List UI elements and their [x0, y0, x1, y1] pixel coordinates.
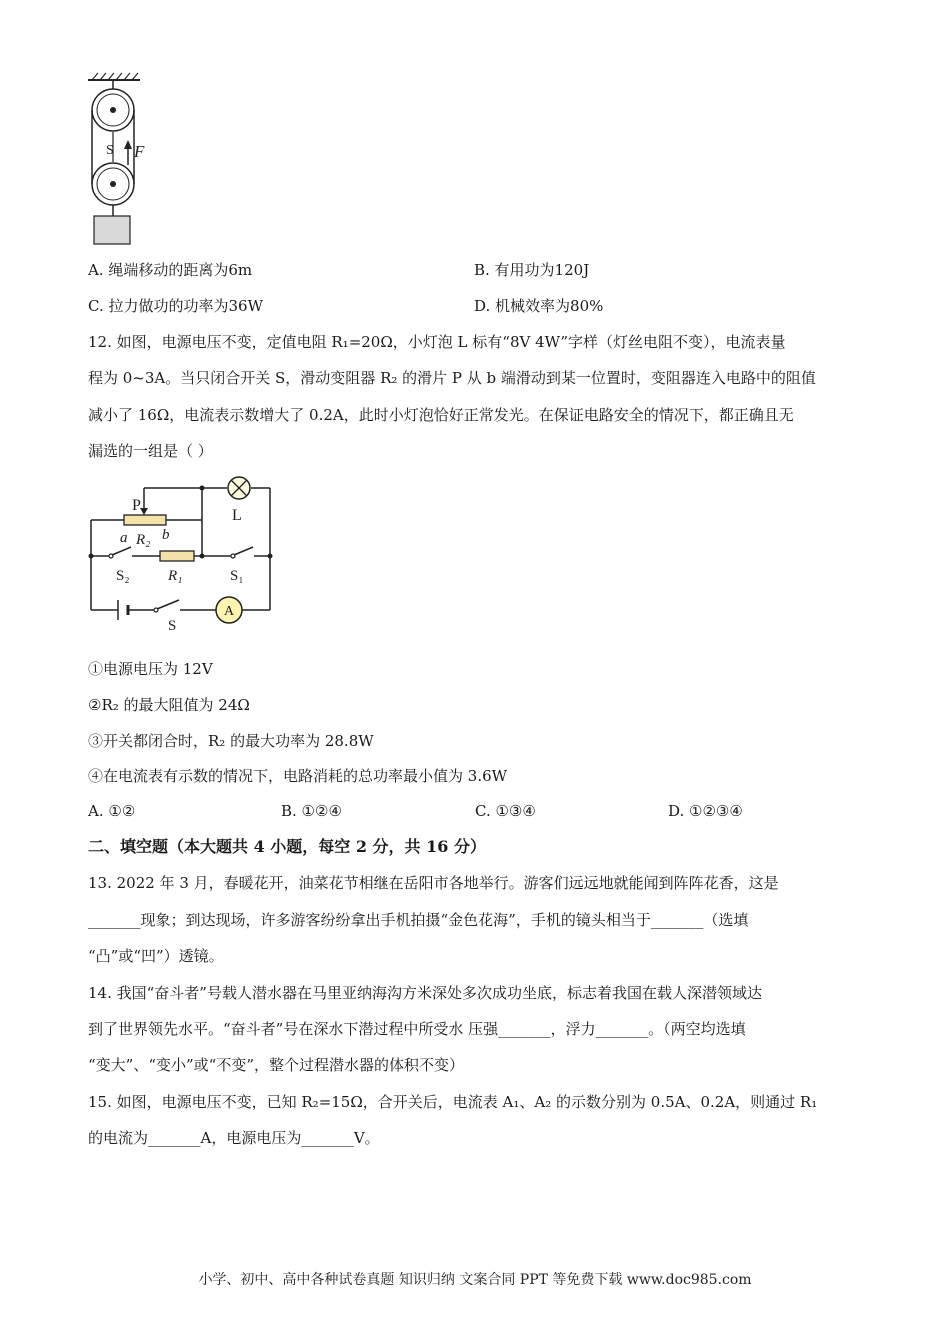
r1-label: R₁: [168, 568, 183, 584]
q12-statement-3: ③开关都闭合时，R₂ 的最大功率为 28.8W: [88, 732, 374, 750]
q15-line-2: 的电流为_______A，电源电压为_______V。: [88, 1129, 380, 1147]
switch-s-label: S: [168, 618, 177, 634]
q11-option-b: B. 有用功为120J: [474, 261, 590, 279]
q12-line-1: 12. 如图，电源电压不变，定值电阻 R₁=20Ω，小灯泡 L 标有“8V 4W”字样（灯丝电阻不变），电流表量: [88, 333, 786, 351]
q12-option-c: C. ①③④: [475, 802, 536, 820]
q12-line-4: 漏选的一组是（ ）: [88, 442, 213, 460]
q12-line-3: 减小了 16Ω，电流表示数增大了 0.2A，此时小灯泡恰好正常发光。在保证电路安全的情况下，都正确且无: [88, 406, 794, 424]
q14-line-1: 14. 我国“奋斗者”号载人潜水器在马里亚纳海沟方米深处多次成功坐底，标志着我国在载人深潜领域达: [88, 984, 762, 1002]
switch-s2-label: S₂: [116, 568, 130, 584]
r2-end-b-label: b: [162, 527, 170, 543]
r2-label: R₂: [136, 532, 151, 548]
circuit-diagram: [84, 472, 284, 637]
q13-line-1: 13. 2022 年 3 月，春暖花开，油菜花节相继在岳阳市各地举行。游客们远远地就能闻到阵阵花香，这是: [88, 874, 779, 892]
section-heading: 二、填空题（本大题共 4 小题，每空 2 分，共 16 分）: [88, 837, 486, 856]
q12-option-b: B. ①②④: [281, 802, 342, 820]
q11-option-d: D. 机械效率为80%: [474, 297, 604, 315]
slider-label: P: [132, 497, 141, 514]
switch-s1-label: S₁: [230, 568, 244, 584]
q11-option-c: C. 拉力做功的功率为36W: [88, 297, 263, 315]
pulley-hook-label: S: [106, 143, 114, 158]
q12-statement-2: ②R₂ 的最大阻值为 24Ω: [88, 696, 250, 714]
q14-line-3: “变大”、“变小”或“不变”，整个过程潜水器的体积不变）: [88, 1056, 465, 1074]
q12-statement-4: ④在电流表有示数的情况下，电路消耗的总功率最小值为 3.6W: [88, 767, 508, 785]
q13-line-3: “凸”或“凹”）透镜。: [88, 947, 224, 965]
force-label: F: [134, 142, 145, 161]
q15-line-1: 15. 如图，电源电压不变，已知 R₂=15Ω，合开关后，电流表 A₁、A₂ 的示数分别为 0.5A、0.2A，则通过 R₁: [88, 1093, 818, 1111]
q14-line-2: 到了世界领先水平。“奋斗者”号在深水下潜过程中所受水 压强_______，浮力_______。（两空均选填: [88, 1020, 746, 1038]
q12-option-d: D. ①②③④: [668, 802, 743, 820]
q12-option-a: A. ①②: [88, 802, 136, 820]
q12-statement-1: ①电源电压为 12V: [88, 660, 213, 678]
page-footer: 小学、初中、高中各种试卷真题 知识归纳 文案合同 PPT 等免费下载 www.doc985.com: [198, 1272, 752, 1288]
r2-end-a-label: a: [120, 530, 128, 546]
ammeter-label: A: [224, 604, 235, 619]
q11-option-a: A. 绳端移动的距离为6m: [88, 261, 253, 279]
lamp-label: L: [232, 507, 242, 524]
q13-line-2: _______现象；到达现场，许多游客纷纷拿出手机拍摄“金色花海”，手机的镜头相当于_______（选填: [88, 911, 749, 929]
pulley-figure: [84, 70, 164, 250]
q12-line-2: 程为 0~3A。当只闭合开关 S，滑动变阻器 R₂ 的滑片 P 从 b 端滑动到某一位置时，变阻器连入电路中的阻值: [88, 369, 816, 387]
